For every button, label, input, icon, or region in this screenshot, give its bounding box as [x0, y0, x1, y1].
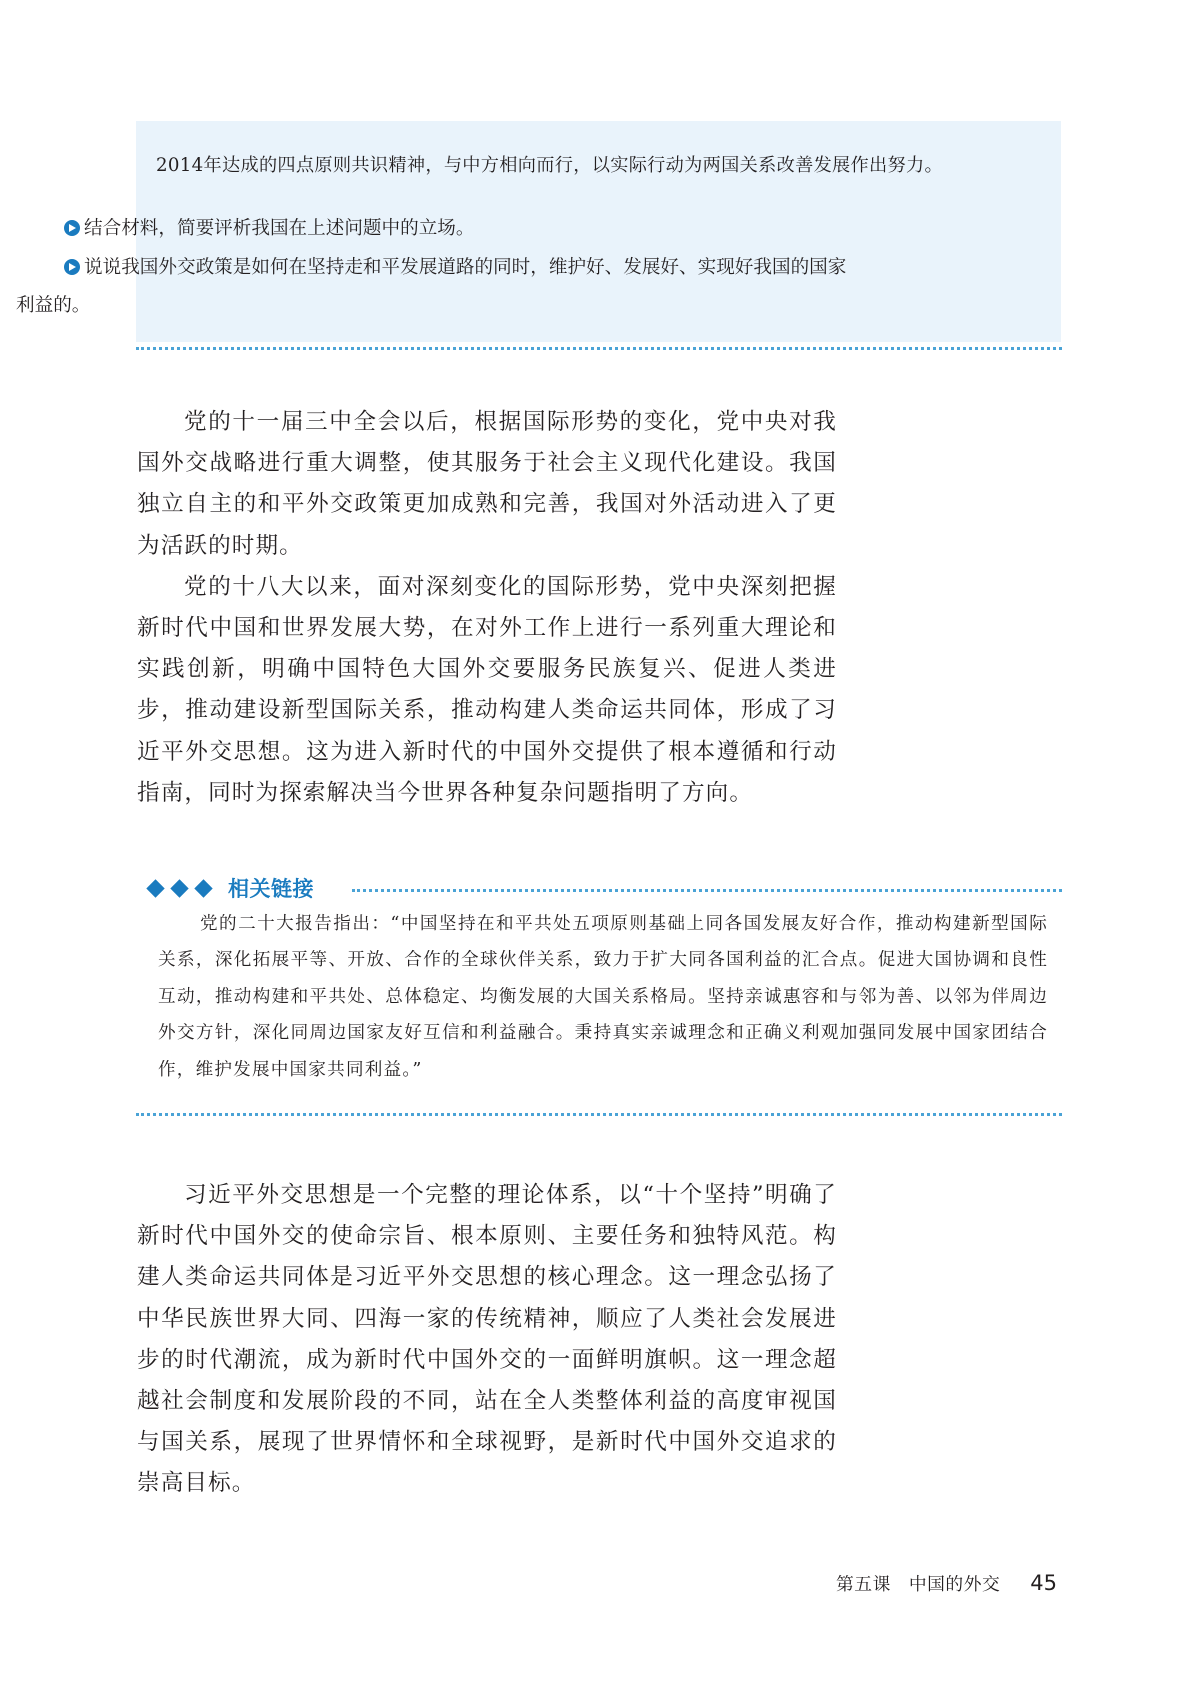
play-bullet-icon [64, 220, 80, 236]
play-bullet-icon [64, 259, 80, 275]
question-2 [16, 249, 904, 325]
question-2-text-line1: 说说我国外交政策是如何在坚持走和平发展道路的同时，维护好、发展好、实现好我国的国家 [84, 257, 847, 278]
body-section-2 [137, 1175, 837, 1505]
paragraph: 党的十一届三中全会以后，根据国际形势的变化，党中央对我国外交战略进行重大调整，使其服务于社会主义现代化建设。我国独立自主的和平外交政策更加成熟和完善，我国对外活动进入了更为活跃的时期。 [137, 409, 837, 559]
body-section-1 [137, 402, 837, 814]
paragraph: 习近平外交思想是一个完整的理论体系，以“十个坚持”明确了新时代中国外交的使命宗旨、根本原则、主要任务和独特风范。构建人类命运共同体是习近平外交思想的核心理念。这一理念弘扬了中华民族世界大同、四海一家的传统精神，顺应了人类社会发展进步的时代潮流，成为新时代中国外交的一面鲜明旗帜。这一理念超越社会制度和发展阶段的不同，站在全人类整体利益的高度审视国与国关系，展现了世界情怀和全球视野，是新时代中国外交追求的崇高目标。 [137, 1182, 837, 1497]
footer-title: 中国的外交 [908, 1573, 1001, 1595]
related-link-divider [136, 1113, 1062, 1116]
diamond-icon [170, 879, 188, 897]
exploration-divider [136, 347, 1062, 350]
page-number: 45 [1030, 1571, 1058, 1595]
exploration-lead-text: 2014年达成的四点原则共识精神，与中方相向而行，以实际行动为两国关系改善发展作出努力。 [156, 155, 943, 176]
diamond-icon [146, 879, 164, 897]
paragraph: 党的十八大以来，面对深刻变化的国际形势，党中央深刻把握新时代中国和世界发展大势，在对外工作上进行一系列重大理论和实践创新，明确中国特色大国外交要服务民族复兴、促进人类进步，推动建设新型国际关系，推动构建人类命运共同体，形成了习近平外交思想。这为进入新时代的中国外交提供了根本遵循和行动指南，同时为探索解决当今世界各种复杂问题指明了方向。 [137, 573, 837, 806]
related-link-title: 相关链接 [228, 877, 314, 901]
related-link-body [158, 906, 1048, 1088]
related-link-header [149, 873, 314, 903]
page-footer [836, 1568, 1057, 1598]
related-link-text: 党的二十大报告指出：“中国坚持在和平共处五项原则基础上同各国发展友好合作，推动构建新型国际关系，深化拓展平等、开放、合作的全球伙伴关系，致力于扩大同各国利益的汇合点。促进大国协调和良性互动，推动构建和平共处、总体稳定、均衡发展的大国关系格局。坚持亲诚惠容和与邻为善、以邻为伴周边外交方针，深化同周边国家友好互信和利益融合。秉持真实亲诚理念和正确义利观加强同发展中国家团结合作，维护发展中国家共同利益。” [158, 914, 1048, 1080]
footer-lesson: 第五课 [836, 1573, 891, 1595]
diamond-icon [194, 879, 212, 897]
question-2-text-line2: 利益的。 [16, 295, 91, 316]
related-link-rule [352, 889, 1062, 892]
question-1-text: 结合材料，简要评析我国在上述问题中的立场。 [84, 218, 475, 239]
question-1 [64, 210, 904, 248]
